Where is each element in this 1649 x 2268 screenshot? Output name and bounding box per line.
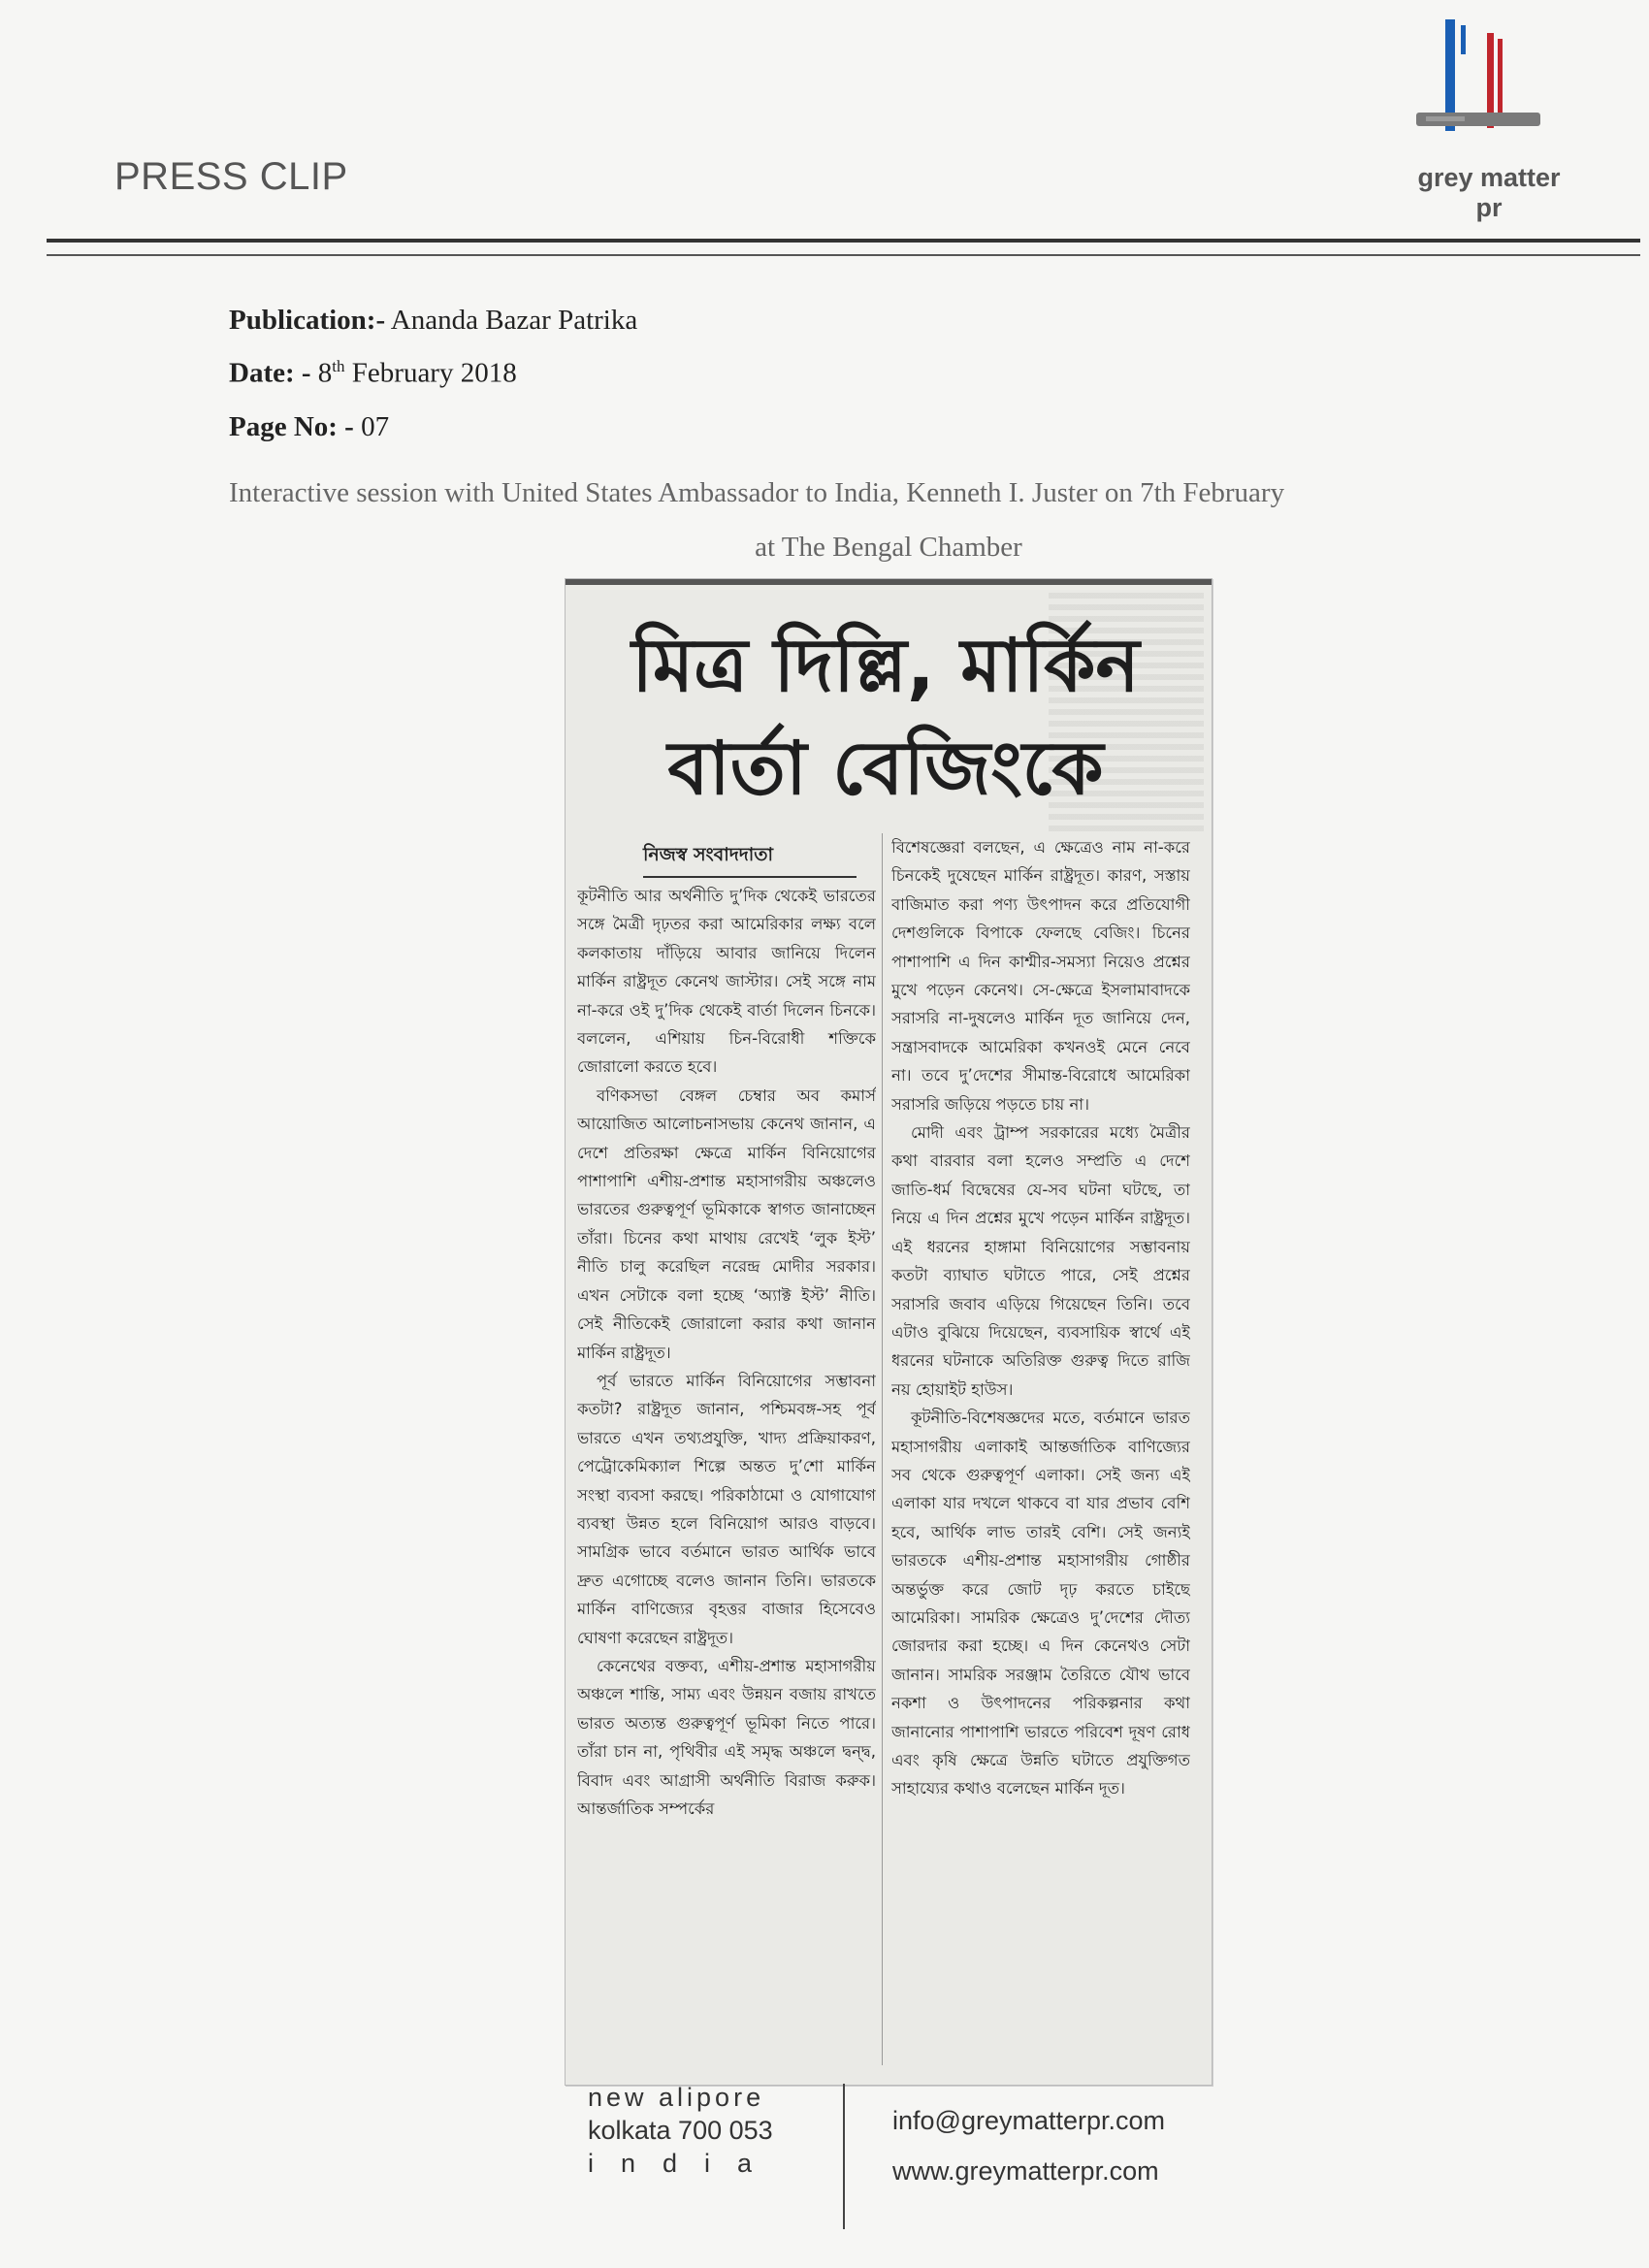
- clipping-top-bar: [566, 579, 1212, 585]
- date-line: [229, 357, 517, 390]
- publication-value: Ananda Bazar Patrika: [390, 305, 638, 336]
- footer-address: [588, 2081, 830, 2180]
- date-label: Date: -: [229, 357, 311, 389]
- logo-mark-icon: [1406, 19, 1571, 165]
- website-link[interactable]: www.greymatterpr.com: [892, 2156, 1159, 2186]
- caption: [229, 466, 1471, 574]
- column-divider: [882, 833, 883, 2065]
- article-headline: [575, 614, 1196, 820]
- press-clip-title: PRESS CLIP: [114, 155, 348, 198]
- logo-text: grey matter pr: [1417, 163, 1561, 222]
- publication-label: Publication:-: [229, 305, 386, 336]
- footer-divider: [843, 2084, 845, 2229]
- date-rest: February 2018: [351, 357, 517, 389]
- footer-contact: [892, 2095, 1165, 2196]
- page-line: [229, 411, 389, 443]
- email-link[interactable]: info@greymatterpr.com: [892, 2106, 1166, 2135]
- headline-line-2: বার্তা বেজিংকে: [667, 725, 1104, 811]
- header-rule-thin: [47, 254, 1640, 256]
- address-line-2: kolkata 700 053: [588, 2116, 773, 2145]
- left-paragraph: পূর্ব ভারতে মার্কিন বিনিয়োগের সম্ভাবনা কতটা? রাষ্ট্রদূত জানান, পশ্চিমবঙ্গ-সহ পূর্ব ভারতে এখন তথ্যপ্রযুক্তি, খাদ্য প্রক্রিয়াকরণ, পেট্রোকেমিক্যাল শিল্পে অন্তত দু’শো মার্কিন সংস্থা ব্যবসা করছে। পরিকাঠামো ও যোগাযোগ ব্যবস্থা উন্নত হলে বিনিয়োগ আরও বাড়বে। সামগ্রিক ভাবে বর্তমানে ভারত আর্থিক ভাবে দ্রুত এগোচ্ছে বলেও জানান তিনি। ভারতকে মার্কিন বাণিজ্যের বৃহত্তর বাজার হিসেবেও ঘোষণা করেছেন রাষ্ট্রদূত।: [577, 1371, 876, 1647]
- page-value: 07: [361, 411, 390, 442]
- right-paragraph: মোদী এবং ট্রাম্প সরকারের মধ্যে মৈত্রীর কথা বারবার বলা হলেও সম্প্রতি এ দেশে জাতি-ধর্ম বিদ্বেষের যে-সব ঘটনা ঘটছে, তা নিয়ে এ দিন প্রশ্নের মুখে পড়েন মার্কিন রাষ্ট্রদূত। এই ধরনের হাঙ্গামা বিনিয়োগের সম্ভাবনায় কতটা ব্যাঘাত ঘটাতে পারে, সেই প্রশ্নের সরাসরি জবাব এড়িয়ে গিয়েছেন তিনি। তবে এটাও বুঝিয়ে দিয়েছেন, ব্যবসায়িক স্বার্থে এই ধরনের ঘটনাকে অতিরিক্ত গুরুত্ব দিতে রাজি নয় হোয়াইট হাউস।: [891, 1123, 1190, 1399]
- publication-line: [229, 305, 637, 337]
- address-line-1: new alipore: [588, 2083, 765, 2112]
- left-paragraph: কূটনীতি আর অর্থনীতি দু’দিক থেকেই ভারতের সঙ্গে মৈত্রী দৃঢ়তর করা আমেরিকার লক্ষ্য বলে কলকাতায় দাঁড়িয়ে আবার জানিয়ে দিলেন মার্কিন রাষ্ট্রদূত কেনেথ জাস্টার। সেই সঙ্গে নাম না-করে ওই দু’দিক থেকেই বার্তা দিলেন চিনকে। বললেন, এশিয়ায় চিন-বিরোধী শক্তিকে জোরালো করতে হবে।: [577, 887, 876, 1077]
- date-day: 8: [317, 357, 333, 389]
- headline-line-1: মিত্র দিল্লি, মার্কিন: [631, 622, 1140, 708]
- header-rule-thick: [47, 239, 1640, 243]
- left-paragraph: বণিকসভা বেঙ্গল চেম্বার অব কমার্স আয়োজিত আলোচনাসভায় কেনেথ জানান, এ দেশে প্রতিরক্ষা ক্ষেত্রে মার্কিন বিনিয়োগের পাশাপাশি এশীয়-প্রশান্ত মহাসাগরীয় অঞ্চলেও ভারতের গুরুত্বপূর্ণ ভূমিকাকে স্বাগত জানাচ্ছেন তাঁরা। চিনের কথা মাথায় রেখেই ‘লুক ইস্ট’ নীতি চালু করেছিল নরেন্দ্র মোদীর সরকার। এখন সেটাকে বলা হচ্ছে ‘অ্যাক্ট ইস্ট’ নীতি। সেই নীতিকেই জোরালো করার কথা জানান মার্কিন রাষ্ট্রদূত।: [577, 1085, 876, 1362]
- right-paragraph: বিশেষজ্ঞেরা বলছেন, এ ক্ষেত্রেও নাম না-করে চিনকেই দুষেছেন মার্কিন রাষ্ট্রদূত। কারণ, সস্তায় বাজিমাত করা পণ্য উৎপাদন করে প্রতিযোগী দেশগুলিকে বিপাকে ফেলছে বেজিং। চিনের পাশাপাশি এ দিন কাশ্মীর-সমস্যা নিয়েও প্রশ্নের মুখে পড়েন কেনেথ। সে-ক্ষেত্রে ইসলামাবাদকে সরাসরি না-দুষলেও মার্কিন দূত জানিয়ে দেন, সন্ত্রাসবাদকে আমেরিকা কখনওই মেনে নেবে না। তবে দু’দেশের সীমান্ত-বিরোধে আমেরিকা সরাসরি জড়িয়ে পড়তে চায় না।: [891, 838, 1190, 1114]
- left-paragraph: কেনেথের বক্তব্য, এশীয়-প্রশান্ত মহাসাগরীয় অঞ্চলে শান্তি, সাম্য এবং উন্নয়ন বজায় রাখতে ভারত অত্যন্ত গুরুত্বপূর্ণ ভূমিকা নিতে পারে। তাঁরা চান না, পৃথিবীর এই সমৃদ্ধ অঞ্চলে দ্বন্দ্ব, বিবাদ এবং আগ্রাসী অর্থনীতি বিরাজ করুক। আন্তর্জাতিক সম্পর্কের: [577, 1656, 876, 1818]
- article-byline: নিজস্ব সংবাদদাতা: [643, 841, 857, 878]
- newspaper-clipping: [565, 578, 1212, 2086]
- address-line-3: india: [588, 2149, 780, 2178]
- article-column-left: [577, 882, 876, 2073]
- caption-line-1: Interactive session with United States Ambassador to India, Kenneth I. Juster on 7th February: [229, 477, 1285, 508]
- grey-matter-logo: [1406, 19, 1571, 222]
- page-label: Page No: -: [229, 411, 354, 442]
- right-paragraph: কূটনীতি-বিশেষজ্ঞদের মতে, বর্তমানে ভারত মহাসাগরীয় এলাকাই আন্তর্জাতিক বাণিজ্যের সব থেকে গুরুত্বপূর্ণ এলাকা। সেই জন্য এই এলাকা যার দখলে থাকবে বা যার প্রভাব বেশি হবে, আর্থিক লাভ তারই বেশি। সেই জন্যই ভারতকে এশীয়-প্রশান্ত মহাসাগরীয় গোষ্ঠীর অন্তর্ভুক্ত করে জোট দৃঢ় করতে চাইছে আমেরিকা। সামরিক ক্ষেত্রেও দু’দেশের দৌত্য জোরদার করা হচ্ছে। এ দিন কেনেথও সেটা জানান। সামরিক সরঞ্জাম তৈরিতে যৌথ ভাবে নকশা ও উৎপাদনের পরিকল্পনার কথা জানানোর পাশাপাশি ভারতে পরিবেশ দূষণ রোধ এবং কৃষি ক্ষেত্রে উন্নতি ঘটাতে প্রযুক্তিগত সাহায্যের কথাও বলেছেন মার্কিন দূত।: [891, 1409, 1190, 1798]
- date-suffix: th: [332, 357, 345, 375]
- caption-line-2: at The Bengal Chamber: [755, 532, 1022, 563]
- article-column-right: [891, 833, 1190, 2065]
